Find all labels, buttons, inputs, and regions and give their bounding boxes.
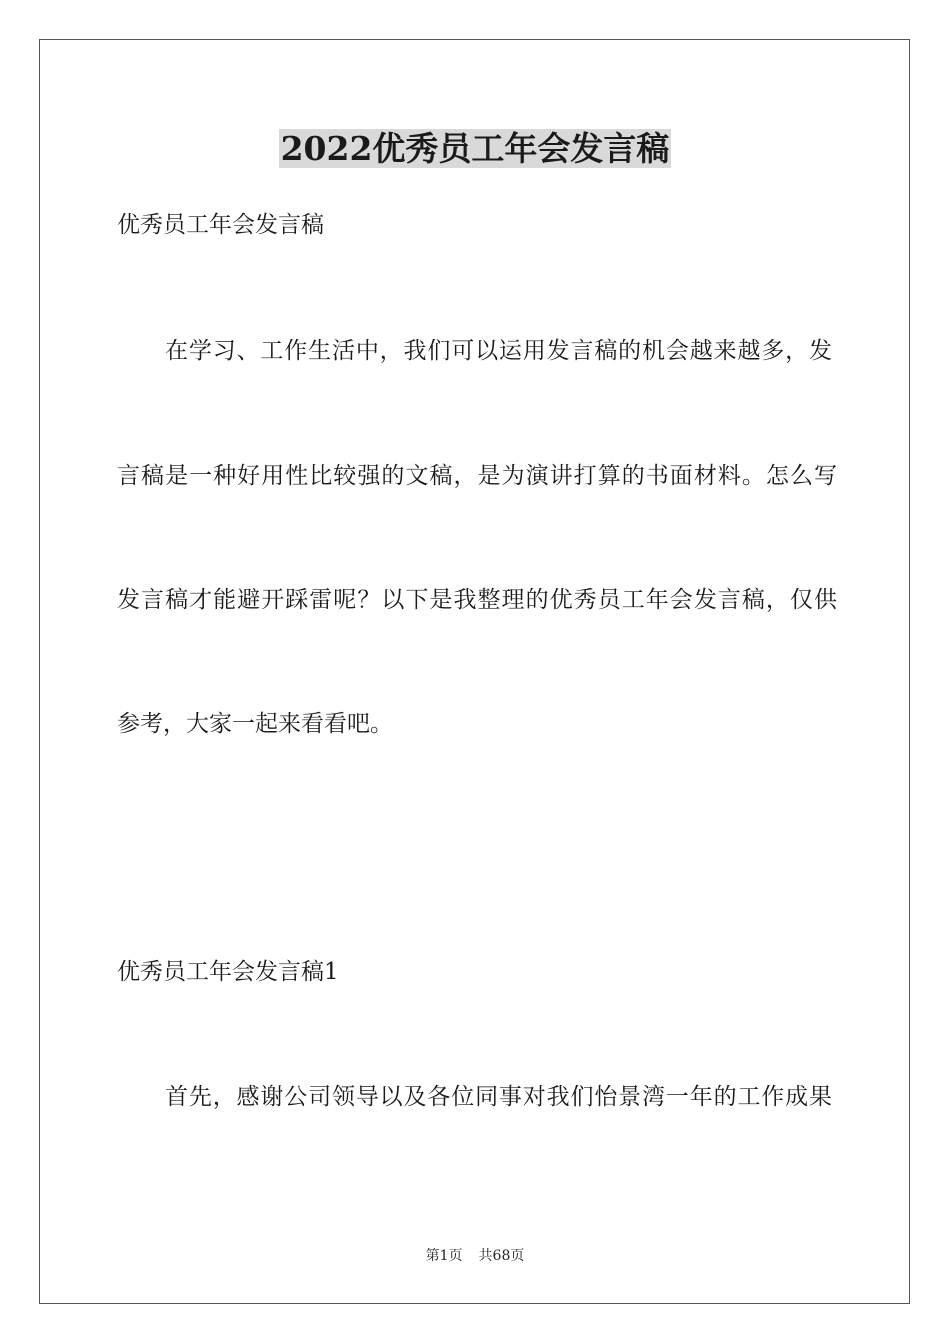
section-heading: 优秀员工年会发言稿 bbox=[117, 212, 324, 238]
document-title bbox=[0, 126, 950, 172]
paragraph-line: 参考，大家一起来看看吧。 bbox=[117, 711, 393, 737]
document-title-text: 2022优秀员工年会发言稿 bbox=[280, 129, 670, 168]
paragraph-line: 言稿是一种好用性比较强的文稿，是为演讲打算的书面材料。怎么写 bbox=[117, 463, 837, 489]
page-total: 共68页 bbox=[478, 1248, 525, 1264]
page-number: 第1页 bbox=[425, 1248, 463, 1264]
paragraph-line: 发言稿才能避开踩雷呢？以下是我整理的优秀员工年会发言稿，仅供 bbox=[117, 587, 837, 613]
section-heading: 优秀员工年会发言稿1 bbox=[117, 959, 339, 985]
paragraph-line: 首先，感谢公司领导以及各位同事对我们怡景湾一年的工作成果 bbox=[165, 1084, 832, 1110]
paragraph-line: 在学习、工作生活中，我们可以运用发言稿的机会越来越多，发 bbox=[165, 338, 832, 364]
page-footer bbox=[0, 1247, 950, 1265]
